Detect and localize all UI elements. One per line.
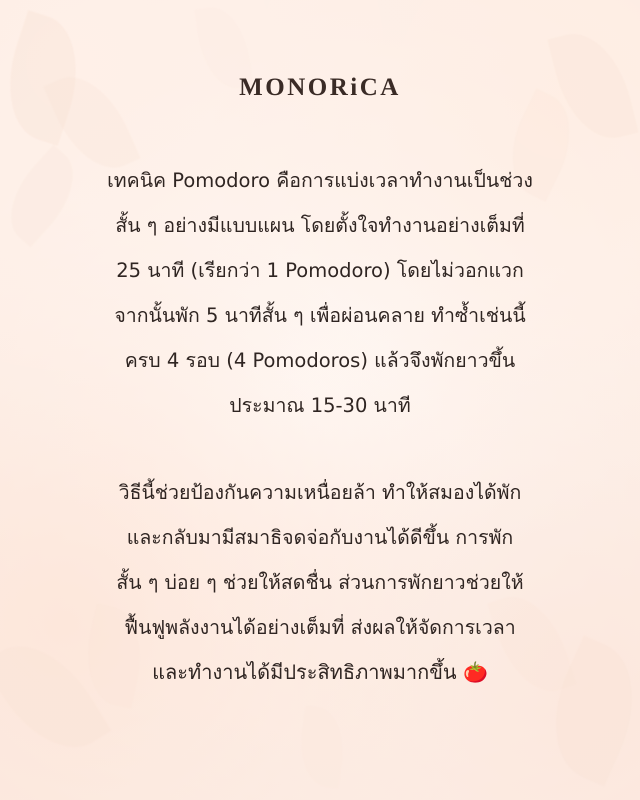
text-line: สั้น ๆ อย่างมีแบบแผน โดยตั้งใจทำงานอย่างเต็มที่ <box>115 214 525 237</box>
leaf-decoration-icon <box>295 705 349 788</box>
text-line-with-tomato-icon: และทำงานได้มีประสิทธิภาพมากขึ้น 🍅 <box>152 660 488 684</box>
text-line: วิธีนี้ช่วยป้องกันความเหนื่อยล้า ทำให้สมองได้พัก <box>118 481 522 504</box>
text-line: ฟื้นฟูพลังงานได้อย่างเต็มที่ ส่งผลให้จัดการเวลา <box>124 616 516 639</box>
article-body <box>60 158 580 695</box>
brand-name: MONORiCA <box>239 74 401 101</box>
paragraph-two <box>60 470 580 695</box>
paragraph-one <box>60 158 580 428</box>
text-line: ประมาณ 15-30 นาที <box>229 394 411 417</box>
text-line: เทคนิค Pomodoro คือการแบ่งเวลาทำงานเป็นช่วง <box>107 169 533 192</box>
text-line: และกลับมามีสมาธิจดจ่อกับงานได้ดีขึ้น การพัก <box>126 526 514 549</box>
text-line: 25 นาที (เรียกว่า 1 Pomodoro) โดยไม่วอกแวก <box>116 259 524 282</box>
brand-logo <box>0 74 640 102</box>
text-line: จากนั้นพัก 5 นาทีสั้น ๆ เพื่อผ่อนคลาย ทำซ้ำเช่นนี้ <box>114 304 526 327</box>
text-line: สั้น ๆ บ่อย ๆ ช่วยให้สดชื่น ส่วนการพักยาวช่วยให้ <box>116 571 524 594</box>
text-line: ครบ 4 รอบ (4 Pomodoros) แล้วจึงพักยาวขึ้น <box>124 349 516 372</box>
